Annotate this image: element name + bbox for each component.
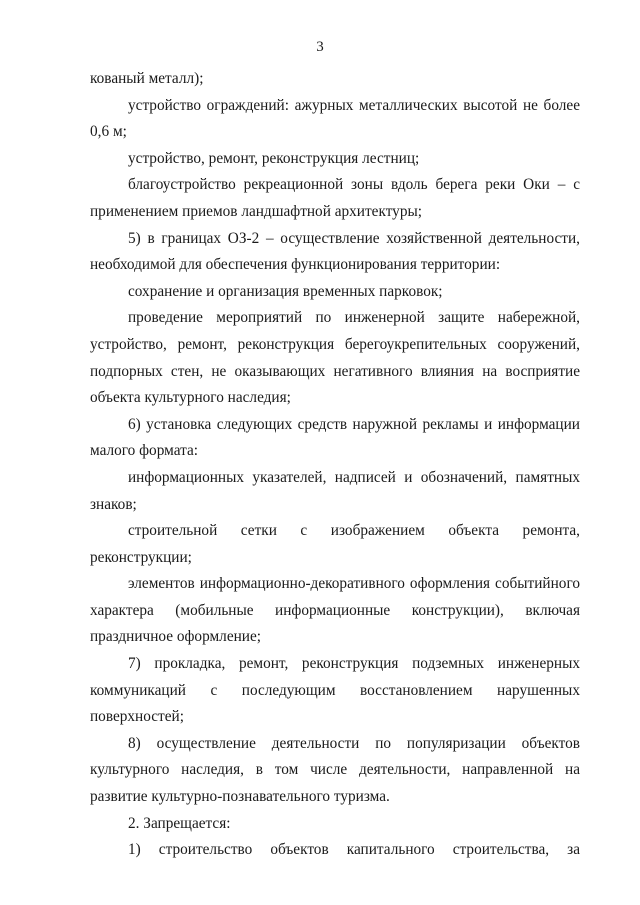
paragraph-item-5: 5) в границах ОЗ-2 – осуществление хозяйственной деятельности, необходимой для обеспечения функционирования территории:: [90, 229, 580, 274]
paragraph-item-7: 7) прокладка, ремонт, реконструкция подземных инженерных коммуникаций с последующим восстановлением нарушенных поверхностей;: [90, 655, 580, 726]
paragraph-construction-mesh: строительной сетки с изображением объекта ремонта, реконструкции;: [90, 522, 580, 566]
paragraph-stairs: устройство, ремонт, реконструкция лестниц;: [128, 149, 420, 167]
document-body: [90, 66, 580, 864]
paragraph-fences: устройство ограждений: ажурных металлических высотой не более 0,6 м;: [90, 96, 580, 141]
paragraph-item-6: 6) установка следующих средств наружной рекламы и информации малого формата:: [90, 415, 580, 460]
paragraph-item-8: 8) осуществление деятельности по популяризации объектов культурного наследия, в том числе деятельности, направленной на развитие культурно-познавательного туризма.: [90, 734, 580, 806]
paragraph-signs: информационных указателей, надписей и обозначений, памятных знаков;: [90, 468, 580, 513]
paragraph-continuation: кованый металл);: [90, 70, 204, 87]
paragraph-embankment-protection: проведение мероприятий по инженерной защите набережной, устройство, ремонт, реконструкция берегоукрепительных сооружений, подпорных стен, не оказывающих негативного влияния на восприятие объекта культурного наследия;: [90, 309, 580, 407]
page-number: 3: [316, 39, 324, 55]
paragraph-parking: сохранение и организация временных парковок;: [128, 282, 443, 300]
paragraph-decorative-elements: элементов информационно-декоративного оформления событийного характера (мобильные информационные конструкции), включая праздничное оформление;: [90, 575, 580, 646]
paragraph-section-2-heading: 2. Запрещается:: [128, 814, 231, 832]
paragraph-recreation-zone: благоустройство рекреационной зоны вдоль берега реки Оки – с применением приемов ландшафтной архитектуры;: [90, 176, 580, 220]
paragraph-prohibited-item-1: 1) строительство объектов капитального строительства, за: [128, 841, 580, 859]
